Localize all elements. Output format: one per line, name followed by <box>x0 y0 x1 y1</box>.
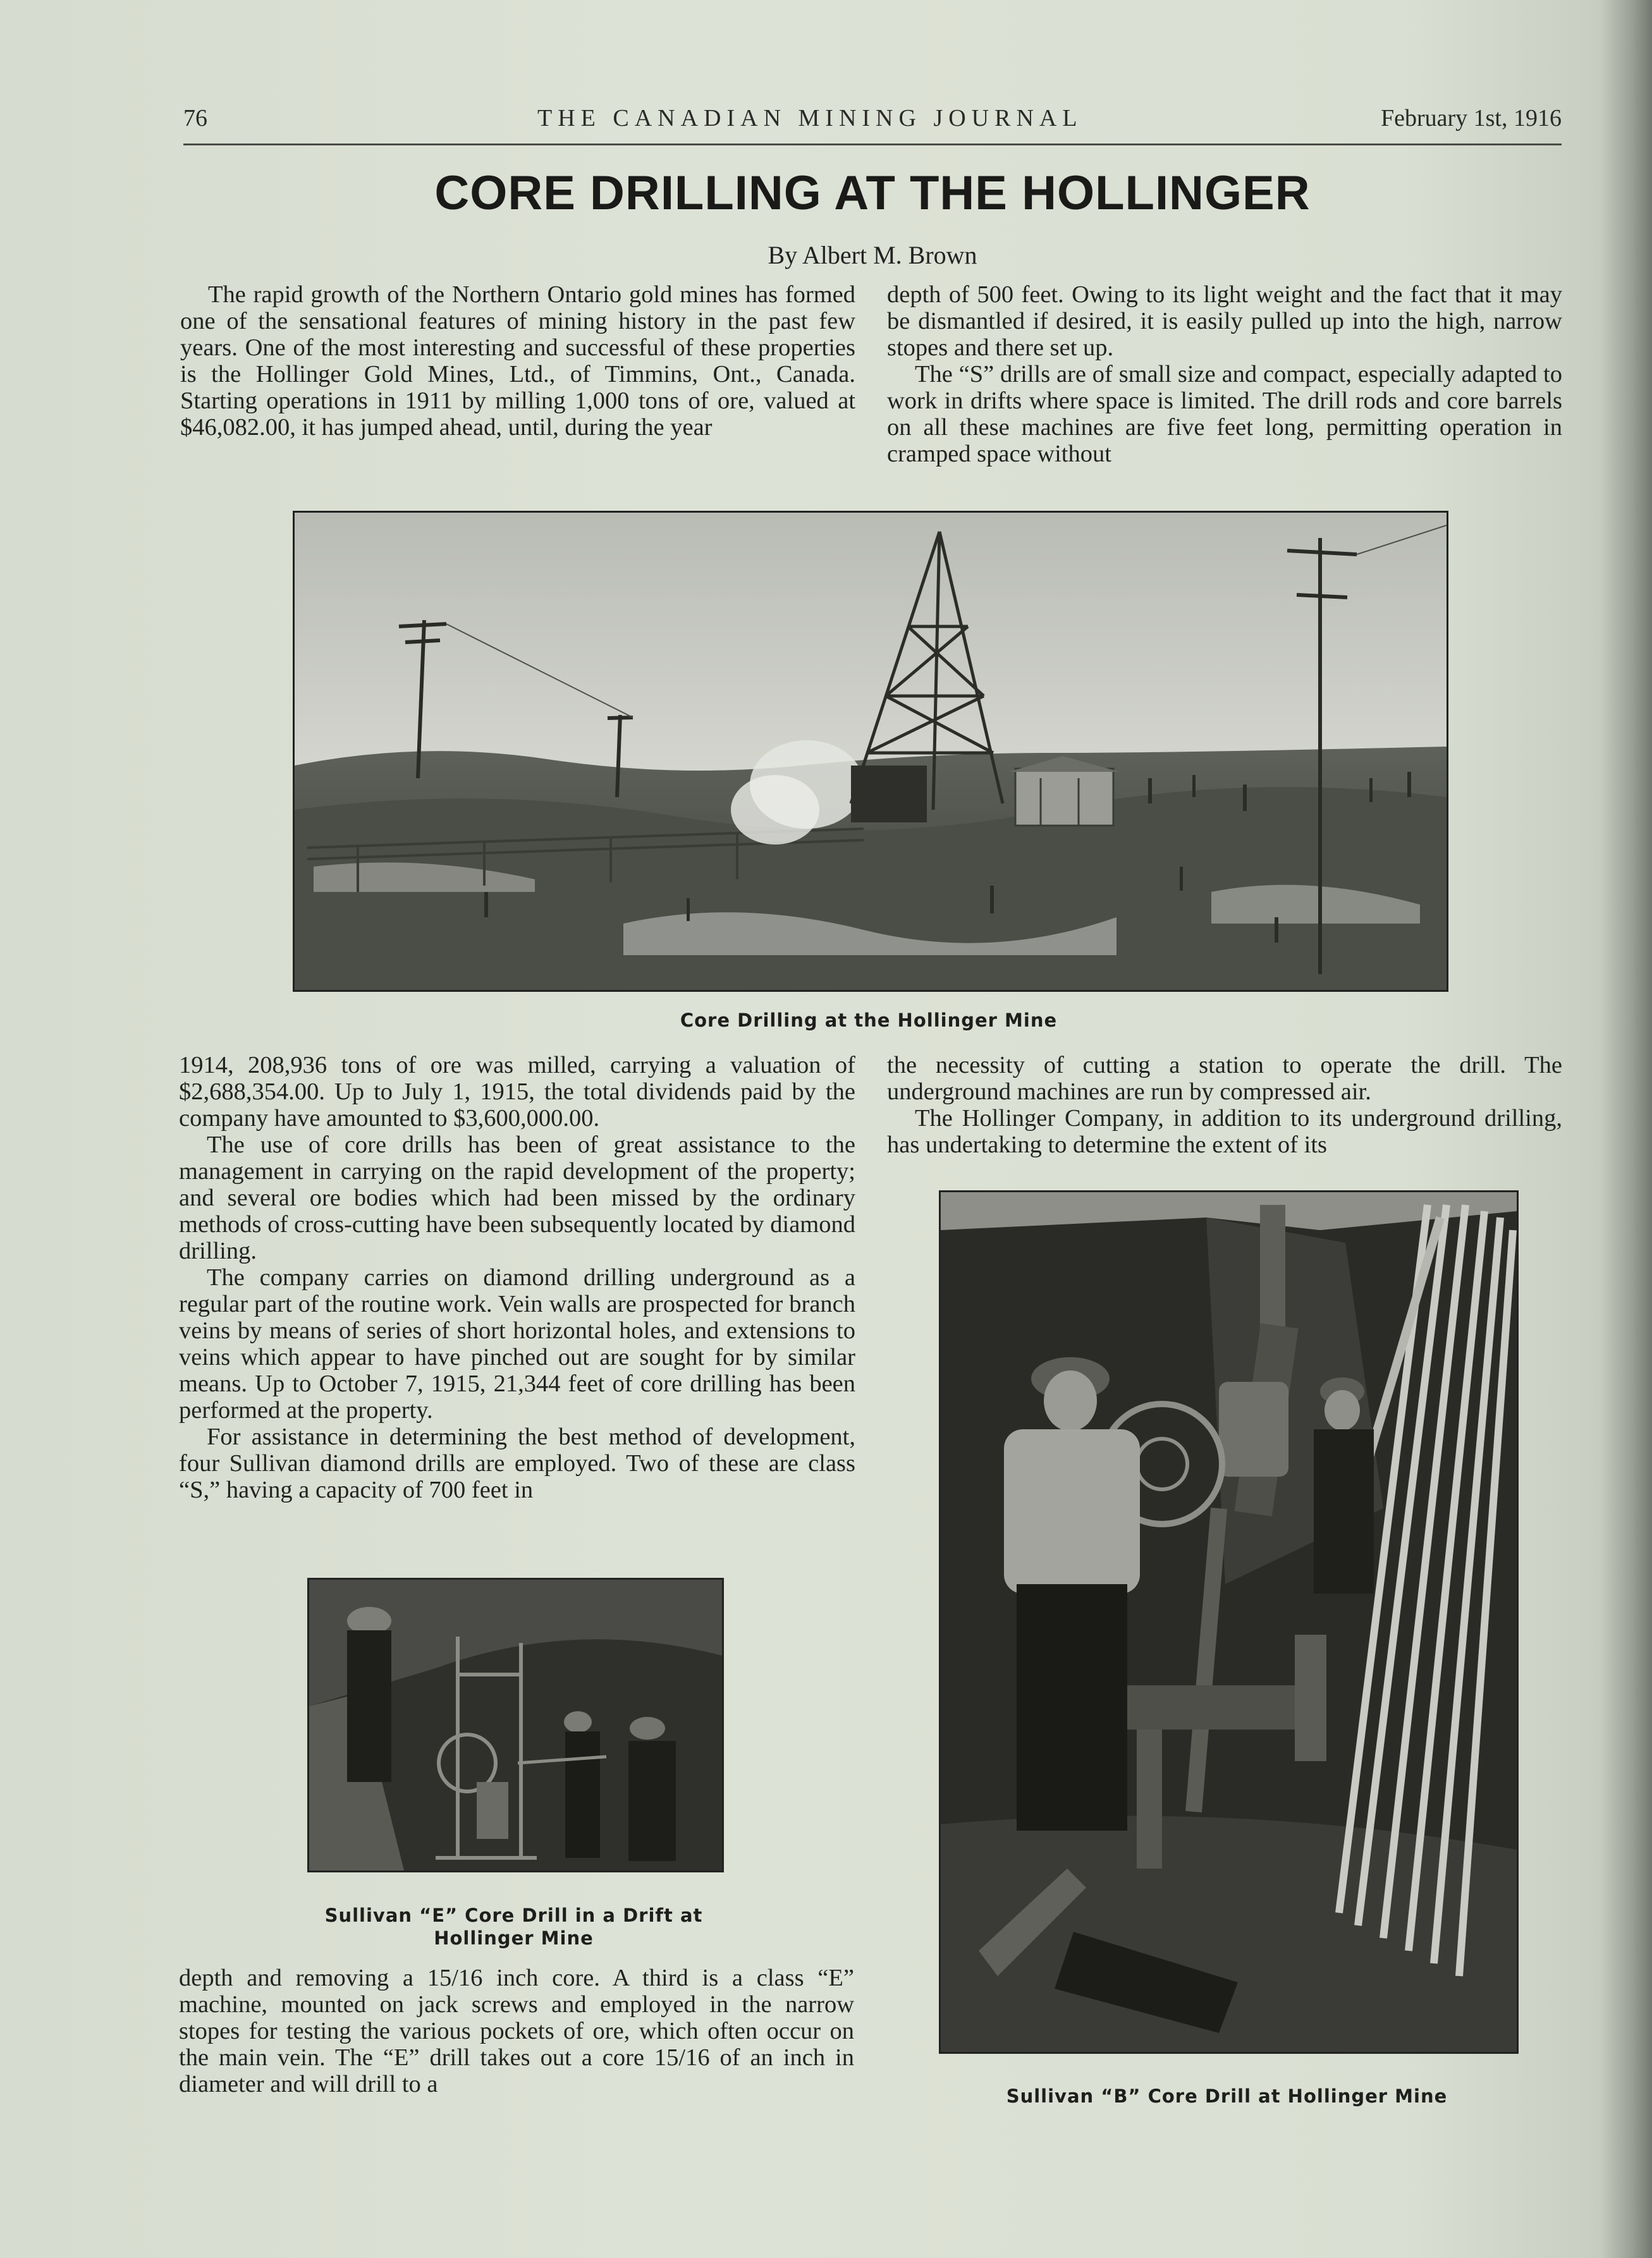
paragraph: The “S” drills are of small size and compact, especially adapted to work in drifts where space is limited. The drill rods and core barrels on all these machines are five feet long, permitting operation in cramped space without <box>887 361 1562 467</box>
column-mid-left <box>179 1052 855 1503</box>
photo-drill-rig-landscape <box>293 511 1448 992</box>
paragraph: For assistance in determining the best method of development, four Sullivan diamond drills are employed. Two of these are class “S,” having a capacity of 700 feet in <box>179 1424 855 1503</box>
caption-line: Hollinger Mine <box>434 1927 594 1949</box>
binding-shadow <box>1601 0 1652 2258</box>
paragraph: The use of core drills has been of great assistance to the management in carrying on the rapid development of the property; and several ore bodies which had been missed by the ordinary methods of cross-cutting have been subsequently located by diamond drilling. <box>179 1132 855 1264</box>
header-rule <box>183 143 1562 145</box>
column-mid-right <box>887 1052 1562 1158</box>
column-top-left <box>180 281 855 441</box>
paragraph: The Hollinger Company, in addition to its underground drilling, has undertaking to determine the extent of its <box>887 1105 1562 1158</box>
page-number: 76 <box>183 105 207 131</box>
paragraph: the necessity of cutting a station to operate the drill. The underground machines are run by compressed air. <box>887 1052 1562 1105</box>
issue-date: February 1st, 1916 <box>1380 105 1562 131</box>
article-title: CORE DRILLING AT THE HOLLINGER <box>434 166 1311 220</box>
paragraph: depth of 500 feet. Owing to its light weight and the fact that it may be dismantled if desired, it is easily pulled up into the high, narrow stopes and there set up. <box>887 281 1562 361</box>
caption-line: Sullivan “E” Core Drill in a Drift at <box>324 1905 703 1926</box>
caption-b-drill-photo: Sullivan “B” Core Drill at Hollinger Mine <box>1006 2085 1448 2107</box>
paragraph: 1914, 208,936 tons of ore was milled, carrying a valuation of $2,688,354.00. Up to July 1, 1915, the total dividends paid by the company have amounted to $3,600,000.00. <box>179 1052 855 1132</box>
article-byline: By Albert M. Brown <box>768 241 977 269</box>
running-header <box>183 104 1562 142</box>
paragraph: depth and removing a 15/16 inch core. A third is a class “E” machine, mounted on jack screws and employed in the narrow stopes for testing the various pockets of ore, which often occur on the main vein. The “E” drill takes out a core 15/16 of an inch in diameter and will drill to a <box>179 1965 854 2097</box>
photo-sullivan-b-drill <box>939 1190 1519 2054</box>
caption-drift-photo <box>272 1904 756 1950</box>
photo-sullivan-e-drill <box>307 1578 724 1872</box>
journal-name: THE CANADIAN MINING JOURNAL <box>537 105 1083 131</box>
paragraph: The company carries on diamond drilling underground as a regular part of the routine work. Vein walls are prospected for branch veins by means of series of short horizontal holes, and extensions to veins which appear to have pinched out are sought for by similar means. Up to October 7, 1915, 21,344 feet of core drilling has been performed at the property. <box>179 1264 855 1424</box>
column-top-right <box>887 281 1562 467</box>
caption-main-photo: Core Drilling at the Hollinger Mine <box>680 1010 1058 1031</box>
paragraph: The rapid growth of the Northern Ontario gold mines has formed one of the sensational features of mining history in the past few years. One of the most interesting and successful of these properties is the Hollinger Gold Mines, Ltd., of Timmins, Ont., Canada. Starting operations in 1911 by milling 1,000 tons of ore, valued at $46,082.00, it has jumped ahead, until, during the year <box>180 281 855 441</box>
column-bottom-left <box>179 1965 854 2097</box>
